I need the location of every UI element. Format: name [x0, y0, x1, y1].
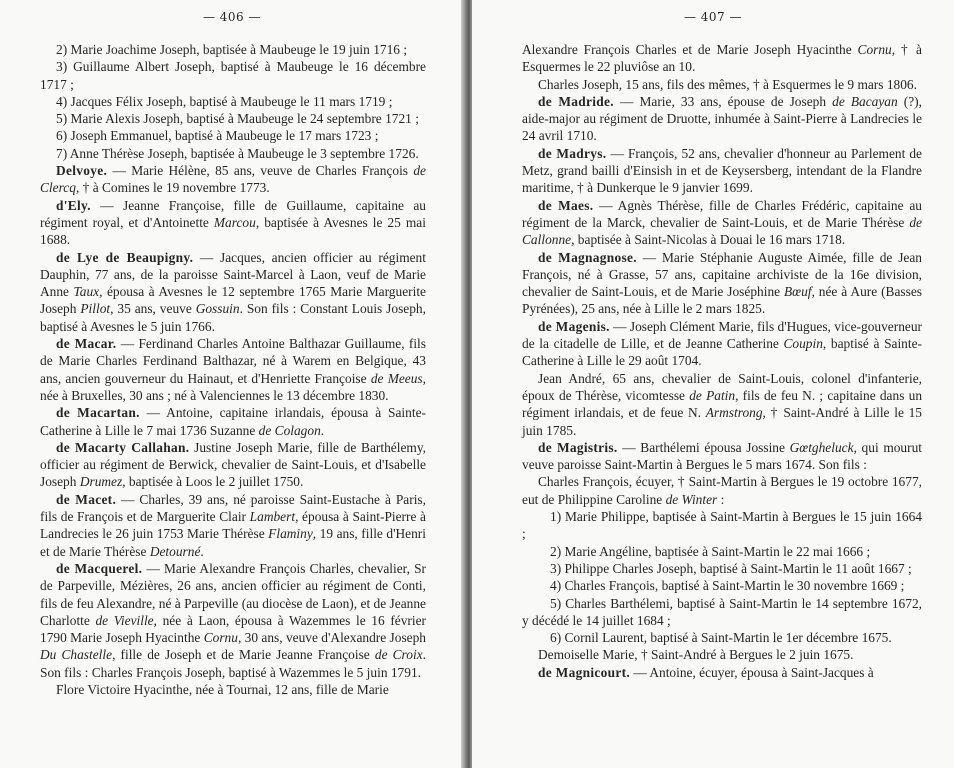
italic-name: de Patin — [689, 387, 736, 403]
italic-name: Pillot — [80, 301, 111, 317]
entry-heading: de Macquerel. — [56, 560, 143, 576]
text-run: — Charles, 39 ans, né paroisse Saint-Eustache à Paris, fils de François et de Marguerite Clair — [40, 491, 426, 525]
italic-name: Cornu — [857, 42, 892, 57]
italic-name: Gossuin — [195, 301, 240, 317]
text-run: 4) Jacques Félix Joseph, baptisé à Maubeuge le 11 mars 1719 ; — [56, 93, 393, 109]
italic-name: de Clercq — [40, 163, 426, 196]
paragraph — [40, 58, 426, 93]
text-run: . — [200, 543, 204, 559]
italic-name: Taux — [73, 284, 100, 300]
paragraph — [522, 508, 922, 543]
text-run: 6) Cornil Laurent, baptisé à Saint-Martin le 1er décembre 1675. — [550, 630, 892, 646]
text-run: 2) Marie Angéline, baptisée à Saint-Martin le 22 mai 1666 ; — [550, 543, 871, 559]
page-number-left: — 406 — — [202, 10, 262, 24]
text-run: — Antoine, capitaine irlandais, épousa à Sainte-Catherine à Lille le 7 mai 1736 Suzanne — [40, 405, 426, 438]
text-run: 3) Philippe Charles Joseph, baptisé à Saint-Martin le 11 août 1667 ; — [550, 560, 912, 576]
text-run: , née à Bruxelles, 30 ans ; né à Valenciennes le 13 décembre 1830. — [40, 370, 426, 403]
text-run: , baptisée à Saint-Nicolas à Douai le 16 mars 1718. — [571, 232, 846, 248]
text-run: Charles Joseph, 15 ans, fils des mêmes, † à Esquermes le 9 mars 1806. — [538, 76, 917, 92]
text-run: 5) Marie Alexis Joseph, baptisé à Maubeuge le 24 septembre 1721 ; — [56, 111, 419, 127]
page-number-right: — 407 — — [683, 10, 743, 24]
text-run: , née à Laon, épousa à Wazemmes le 16 février 1790 Marie Joseph Hyacinthe — [40, 612, 426, 646]
italic-name: de Callonne — [522, 214, 922, 248]
text-run: 2) Marie Joachime Joseph, baptisée à Maubeuge le 19 juin 1716 ; — [56, 42, 408, 57]
italic-name: de Winter — [665, 491, 718, 507]
paragraph — [522, 646, 922, 663]
text-run: 7) Anne Thérèse Joseph, baptisée à Maubeuge le 3 septembre 1726. — [56, 145, 419, 161]
entry-heading: de Maes. — [538, 197, 594, 213]
paragraph — [522, 41, 922, 76]
paragraph — [40, 145, 426, 162]
right-page — [472, 0, 954, 768]
text-run: , épousa à Avesnes le 12 septembre 1765 Marie Marguerite Joseph — [40, 284, 426, 317]
italic-name: Coupin — [783, 336, 823, 352]
paragraph — [522, 577, 922, 594]
paragraph — [522, 629, 922, 646]
text-run: 5) Charles Barthélemi, baptisé à Saint-Martin le 14 septembre 1672, y décédé le 14 juillet 1684 ; — [522, 595, 922, 628]
italic-name: de Croix — [374, 647, 423, 663]
text-run: — Marie Stéphanie Auguste Aimée, fille de Jean François, né à Grasse, 57 ans, capitaine archiviste de la 16e division, chevalier de Saint-Louis, et de Marie Joséphine — [522, 249, 923, 300]
italic-name: Detourné — [149, 543, 201, 559]
text-run: — Antoine, écuyer, épousa à Saint-Jacques à — [629, 664, 874, 680]
italic-name: Armstrong — [705, 405, 763, 421]
italic-name: Du Chastelle — [40, 647, 113, 663]
italic-name: Flaminy — [268, 526, 313, 542]
text-run: , baptisé à Sainte-Catherine à Lille le 29 août 1704. — [522, 336, 922, 369]
paragraph — [40, 560, 426, 681]
paragraph — [40, 491, 426, 560]
paragraph — [40, 110, 426, 127]
text-run: . Son fils : Charles François Joseph, baptisé à Wazemmes le 5 juin 1791. — [40, 647, 426, 680]
paragraph — [522, 93, 922, 145]
text-run: — Ferdinand Charles Antoine Balthazar Guillaume, fils de Marie Charles Ferdinand Balthazar, né à Warem en Belgique, 43 ans, ancien gouverneur du Hainaut, et d'Henriette Françoise — [40, 336, 426, 386]
paragraph — [40, 93, 426, 110]
paragraph — [40, 197, 426, 249]
text-run: 3) Guillaume Albert Joseph, baptisé à Maubeuge le 16 décembre 1717 ; — [40, 59, 426, 92]
entry-heading: de Madride. — [538, 93, 614, 109]
text-run: , † à Esquermes le 22 pluviôse an 10. — [522, 42, 922, 75]
text-run: , née à Aure (Basses Pyrénées), 25 ans, née à Lille le 2 mars 1825. — [522, 284, 922, 317]
text-run: Flore Victoire Hyacinthe, née à Tournai, 12 ans, fille de Marie — [56, 681, 389, 697]
text-run: — François, 52 ans, chevalier d'honneur au Parlement de Metz, grand bailli d'Einsish in et de Keysersberg, intendant de la Flandre maritime, † à Dunkerque le 9 janvier 1699. — [522, 145, 922, 196]
text-run: Justine Joseph Marie, fille de Barthélemy, officier au régiment de Berwick, chevalier de Saint-Louis, et d'Isabelle Joseph — [40, 439, 426, 490]
paragraph — [522, 560, 922, 577]
italic-name: Drumez — [79, 474, 123, 490]
entry-heading: de Magenis. — [538, 318, 610, 334]
text-run: , fils de feu N. ; capitaine dans un régiment irlandais, et de feue N. — [522, 387, 923, 421]
italic-name: de Vieville — [95, 612, 154, 628]
entry-heading: Delvoye. — [56, 163, 108, 179]
entry-heading: de Magistris. — [538, 439, 618, 455]
entry-heading: de Magnicourt. — [538, 664, 630, 680]
paragraph — [522, 543, 922, 560]
text-run: — Jeanne Françoise, fille de Guillaume, capitaine au régiment royal, et d'Antoinette — [40, 197, 426, 230]
text-run: — Marie, 33 ans, épouse de Joseph — [613, 93, 833, 109]
paragraph — [522, 145, 922, 197]
text-run: 4) Charles François, baptisé à Saint-Martin le 30 novembre 1669 ; — [550, 578, 905, 594]
paragraph — [522, 370, 922, 439]
paragraph — [40, 41, 426, 58]
text-run: — Marie Hélène, 85 ans, veuve de Charles François — [107, 163, 414, 179]
paragraph — [522, 249, 922, 318]
text-run: — Marie Alexandre François Charles, chevalier, Sr de Parpeville, Mézières, 26 ans, ancien officier au régiment de Conti, fils de feu Alexandre, né à Parpeville (au diocèse de Laon), et de Jeanne Charlotte — [40, 560, 426, 628]
text-run: , † Saint-André à Lille le 15 juin 1785. — [522, 405, 922, 438]
entry-heading: de Madrys. — [538, 145, 607, 161]
text-run: , 30 ans, veuve d'Alexandre Joseph — [237, 630, 426, 646]
text-run: . Son fils : Constant Louis Joseph, baptisé à Avesnes le 5 juin 1766. — [40, 301, 426, 334]
paragraph — [40, 404, 426, 439]
text-run: , 35 ans, veuve — [110, 301, 196, 317]
paragraph — [522, 318, 922, 370]
italic-name: Bœuf — [784, 284, 812, 300]
text-column-left — [40, 41, 426, 698]
text-run: Demoiselle Marie, † Saint-André à Bergues le 2 juin 1675. — [538, 647, 854, 663]
text-run: , épousa à Saint-Pierre à Landrecies le 26 juin 1753 Marie Thérèse — [40, 509, 426, 542]
italic-name: de Colagon — [258, 422, 321, 438]
italic-name: Cornu — [203, 630, 238, 646]
paragraph — [40, 249, 426, 335]
text-run: — Joseph Clément Marie, fils d'Hugues, vice-gouverneur de la citadelle de Lille, et de Jeanne Catherine — [522, 318, 922, 352]
text-run: , baptisée à Loos le 2 juillet 1750. — [122, 474, 304, 490]
italic-name: de Bacayan — [832, 93, 898, 109]
entry-heading: d'Ely. — [56, 197, 91, 213]
italic-name: Marcou — [213, 214, 256, 230]
paragraph — [40, 127, 426, 144]
entry-heading: de Magnagnose. — [538, 249, 637, 265]
text-run: , † à Comines le 19 novembre 1773. — [75, 180, 270, 196]
paragraph — [40, 335, 426, 404]
italic-name: de Meeus — [370, 370, 423, 386]
paragraph — [40, 681, 426, 698]
paragraph — [522, 595, 922, 630]
text-run: Jean André, 65 ans, chevalier de Saint-Louis, colonel d'infanterie, époux de Thérèse, vicomtesse — [522, 370, 922, 403]
paragraph — [522, 76, 922, 93]
text-run: 1) Marie Philippe, baptisée à Saint-Martin à Bergues le 15 juin 1664 ; — [522, 509, 922, 542]
paragraph — [522, 473, 922, 508]
text-run: — Agnès Thérèse, fille de Charles Frédéric, capitaine au régiment de la Marck, chevalier de Saint-Louis, et de Marie Thérèse — [522, 197, 922, 230]
italic-name: Gœtgheluck — [789, 439, 854, 455]
text-run: (?), aide-major au régiment de Druotte, inhumée à Saint-Pierre à Landrecies le 24 avril 1710. — [522, 93, 922, 144]
entry-heading: de Macarty Callahan. — [56, 439, 190, 455]
paragraph — [40, 439, 426, 491]
italic-name: Lambert — [249, 509, 296, 525]
text-run: : — [717, 491, 725, 507]
text-run: 6) Joseph Emmanuel, baptisé à Maubeuge le 17 mars 1723 ; — [56, 128, 379, 144]
entry-heading: de Macet. — [56, 491, 117, 507]
text-run: , baptisée à Avesnes le 25 mai 1688. — [40, 214, 426, 248]
entry-heading: de Macar. — [56, 336, 117, 352]
text-run: Alexandre François Charles et de Marie Joseph Hyacinthe — [522, 42, 858, 57]
text-run: — Barthélemi épousa Jossine — [617, 439, 790, 455]
paragraph — [522, 197, 922, 249]
text-run: , qui mourut veuve paroisse Saint-Martin à Bergues le 5 mars 1674. Son fils : — [522, 439, 922, 473]
text-run: Charles François, écuyer, † Saint-Martin à Bergues le 19 octobre 1677, eut de Philippine Caroline — [522, 474, 922, 507]
text-run: . — [320, 422, 325, 438]
paragraph — [522, 664, 922, 681]
paragraph — [522, 439, 922, 474]
text-run: , 19 ans, fille d'Henri et de Marie Thérèse — [40, 526, 426, 559]
text-run: , fille de Joseph et de Marie Jeanne Françoise — [112, 647, 375, 663]
paragraph — [40, 162, 426, 197]
entry-heading: de Macartan. — [56, 405, 140, 421]
left-page — [0, 0, 464, 768]
entry-heading: de Lye de Beaupigny. — [56, 249, 194, 265]
text-run: — Jacques, ancien officier au régiment Dauphin, 77 ans, de la paroisse Saint-Marcel à Laon, veuf de Marie Anne — [40, 249, 426, 300]
text-column-right — [522, 41, 922, 681]
